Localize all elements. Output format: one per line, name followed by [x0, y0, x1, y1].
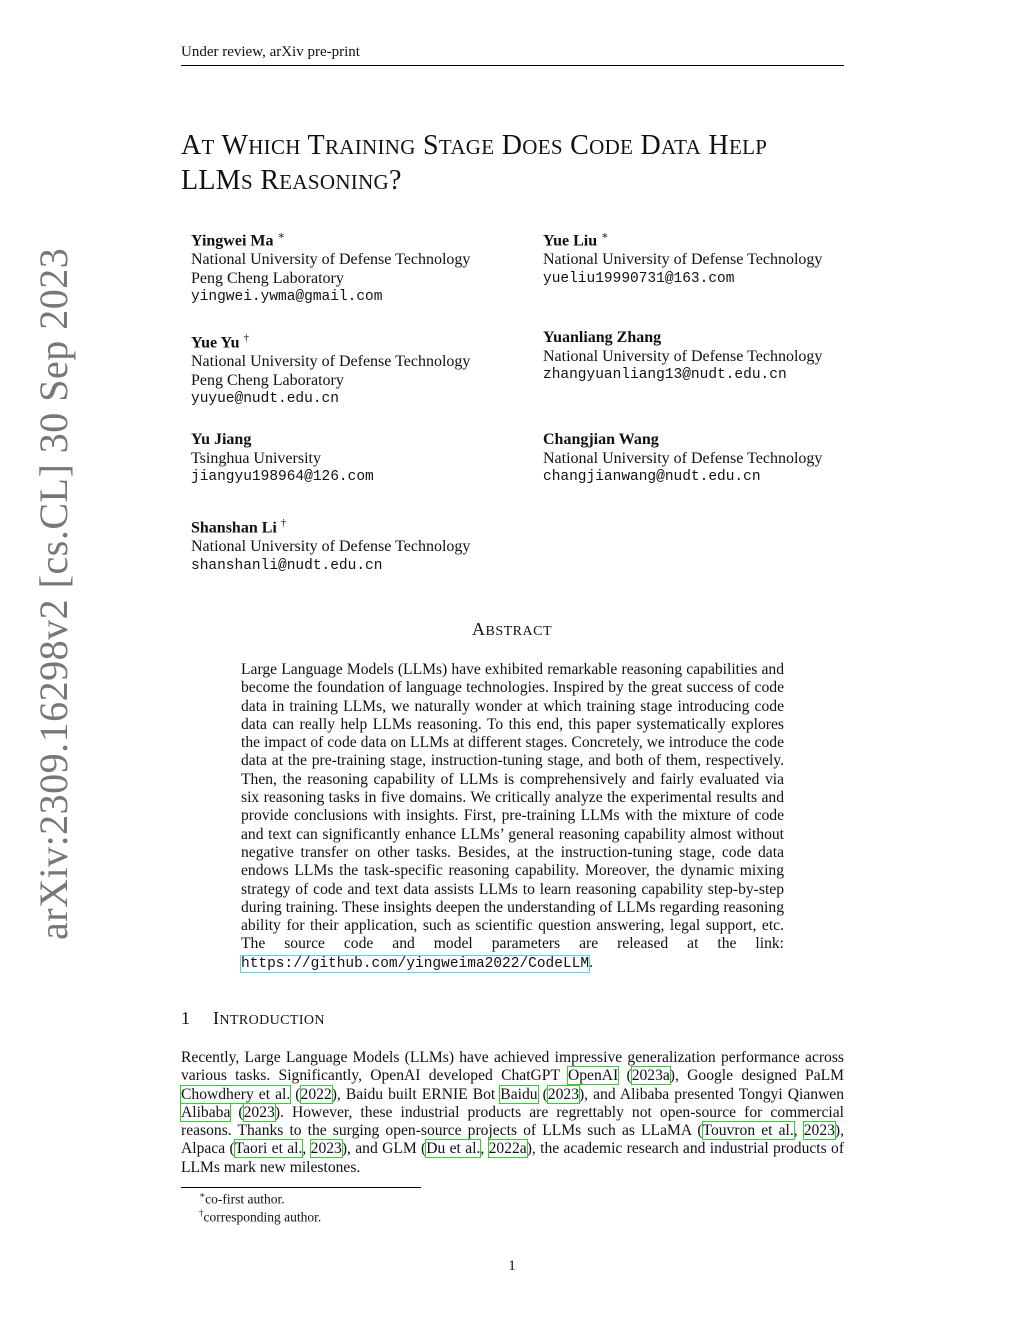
paper-title [181, 129, 861, 199]
intro-text: ), and Alibaba presented Tongyi Qianwen [578, 1085, 845, 1103]
intro-text: , [480, 1140, 489, 1158]
author-email[interactable]: yueliu19990731@163.com [543, 270, 735, 287]
title-s: S [241, 170, 253, 194]
author-block [543, 227, 873, 288]
title-word: CODE [570, 130, 634, 161]
author-name: Yuanliang Zhang [543, 329, 662, 346]
intro-text: ), Google designed PaLM [669, 1067, 845, 1085]
intro-text: ). However, these industrial products are regrettably not open-source for commercial reasons. Thanks to the surging open-source projects of LLMs such as LLaMA ( [181, 1103, 844, 1140]
arxiv-side-stamp: arXiv:2309.16298v2 [cs.CL] 30 Sep 2023 [31, 247, 76, 940]
author-affiliation: Tsinghua University [191, 449, 321, 467]
section-number: 1 [181, 1008, 191, 1028]
author-email[interactable]: yingwei.ywma@gmail.com [191, 289, 383, 306]
author-name: Yingwei Ma ∗ [191, 230, 285, 250]
title-llm: LLM [181, 165, 242, 196]
intro-text: ), Alpaca ( [181, 1122, 844, 1158]
intro-text: ( [618, 1067, 632, 1085]
author-block [191, 227, 521, 307]
intro-text: ), Baidu built ERNIE Bot [331, 1085, 501, 1103]
title-word: DOES [501, 130, 563, 161]
author-name: Changjian Wang [543, 431, 659, 448]
abstract-heading: ABSTRACT [471, 619, 552, 639]
citation-link[interactable]: 2023 [803, 1122, 835, 1140]
author-email[interactable]: jiangyu198964@126.com [191, 469, 374, 486]
author-name: Shanshan Li † [191, 517, 287, 537]
section-heading-rest: NTRODUCTION [219, 1013, 325, 1028]
title-word: AT [181, 130, 215, 161]
author-block [191, 329, 521, 409]
citation-link[interactable]: OpenAI [567, 1067, 619, 1085]
citation-link[interactable]: 2023a [631, 1067, 670, 1085]
abstract-end: . [589, 953, 593, 971]
citation-link[interactable]: Chowdhery et al. [181, 1085, 291, 1103]
author-email[interactable]: shanshanli@nudt.edu.cn [191, 557, 383, 574]
title-r-cap: R [260, 165, 280, 196]
title-word: TRAINING [307, 130, 416, 161]
intro-text: ( [537, 1085, 548, 1103]
intro-text: ( [230, 1103, 244, 1121]
author-name: Yu Jiang [191, 431, 252, 448]
author-affiliation: National University of Defense Technology [191, 537, 471, 555]
citation-link[interactable]: Taori et al. [234, 1140, 303, 1158]
author-affiliation: National University of Defense Technology [543, 449, 823, 467]
running-head: Under review, arXiv pre-print [181, 44, 360, 60]
title-line-1 [181, 129, 861, 164]
intro-text: Recently, Large Language Models (LLMs) have achieved impressive generalization performance across various tasks. Significantly, OpenAI developed ChatGPT [181, 1049, 844, 1085]
author-affiliation: Peng Cheng Laboratory [191, 371, 344, 389]
intro-text: ), and GLM ( [341, 1140, 427, 1158]
title-word: STAGE [423, 130, 495, 161]
citation-link[interactable]: 2022 [300, 1085, 332, 1103]
author-affiliation: Peng Cheng Laboratory [191, 269, 344, 287]
citation-link[interactable]: 2023 [243, 1103, 275, 1121]
title-line-2 [181, 164, 861, 199]
author-affiliation: National University of Defense Technology [191, 352, 471, 370]
citation-link[interactable]: Touvron et al. [702, 1122, 794, 1140]
footnote-rule [181, 1187, 421, 1188]
section-heading-cap: I [213, 1008, 220, 1028]
intro-text: ( [290, 1085, 301, 1103]
page-number: 1 [508, 1258, 516, 1274]
title-word: WHICH [221, 130, 301, 161]
abstract-text: Large Language Models (LLMs) have exhibited remarkable reasoning capabilities and become the foundation of language technologies. Inspired by the great success of code data in training LLMs, we naturally wonder at which training stage introducing code data can really help LLMs reasoning. To this end, this paper systematically explores the impact of code data on LLMs at different stages. Concretely, we introduce the code data at the pre-training stage, instruction-tuning stage, and both of them, respectively. Then, the reasoning capability of LLMs is comprehensively and fairly evaluated via six reasoning tasks in five domains. We critically analyze the experimental results and provide conclusions with insights. First, pre-training LLMs with the mixture of code and text can significantly enhance LLMs’ general reasoning capability almost without negative transfer on other tasks. Besides, at the instruction-tuning stage, code data endows LLMs the task-specific reasoning capability. Moreover, the dynamic mixing strategy of code and text data assists LLMs to learn reasoning capability step-by-step during training. These insights deepen the understanding of LLMs regarding reasoning ability for their application, such as scientific question answering, legal support, etc. The source code and model parameters are released at the link: [241, 661, 784, 953]
author-affiliation: National University of Defense Technology [543, 347, 823, 365]
author-block [191, 514, 521, 575]
introduction-paragraph [181, 1049, 844, 1177]
citation-link[interactable]: 2023 [310, 1140, 342, 1158]
author-block [191, 431, 521, 487]
title-word: DATA [640, 130, 702, 161]
citation-link[interactable]: Baidu [500, 1085, 538, 1103]
title-question-mark: ? [389, 165, 402, 196]
code-repository-link[interactable]: https://github.com/yingweima2022/CodeLLM [241, 955, 590, 972]
header-rule [181, 65, 844, 66]
title-word: HELP [708, 130, 768, 161]
citation-link[interactable]: 2022a [488, 1140, 527, 1158]
title-reasoning: EASONING [279, 170, 390, 194]
author-block [543, 329, 873, 385]
author-block [543, 431, 873, 487]
author-email[interactable]: yuyue@nudt.edu.cn [191, 391, 339, 408]
citation-link[interactable]: 2023 [547, 1085, 579, 1103]
citation-link[interactable]: Alibaba [181, 1103, 231, 1121]
footnote-corresponding: †corresponding author. [199, 1208, 322, 1225]
intro-text: , [302, 1140, 311, 1158]
intro-text: ), the academic research and industrial products of LLMs mark new milestones. [181, 1140, 845, 1176]
author-email[interactable]: zhangyuanliang13@nudt.edu.cn [543, 367, 787, 384]
section-heading-introduction [181, 1008, 325, 1029]
intro-text: , [793, 1122, 804, 1140]
author-name: Yue Yu † [191, 332, 249, 352]
author-email[interactable]: changjianwang@nudt.edu.cn [543, 469, 761, 486]
author-name: Yue Liu ∗ [543, 230, 609, 250]
abstract-body [241, 661, 784, 973]
footnote-co-first: ∗co-first author. [199, 1190, 285, 1207]
author-affiliation: National University of Defense Technology [543, 250, 823, 268]
author-affiliation: National University of Defense Technology [191, 250, 471, 268]
citation-link[interactable]: Du et al. [426, 1140, 481, 1158]
